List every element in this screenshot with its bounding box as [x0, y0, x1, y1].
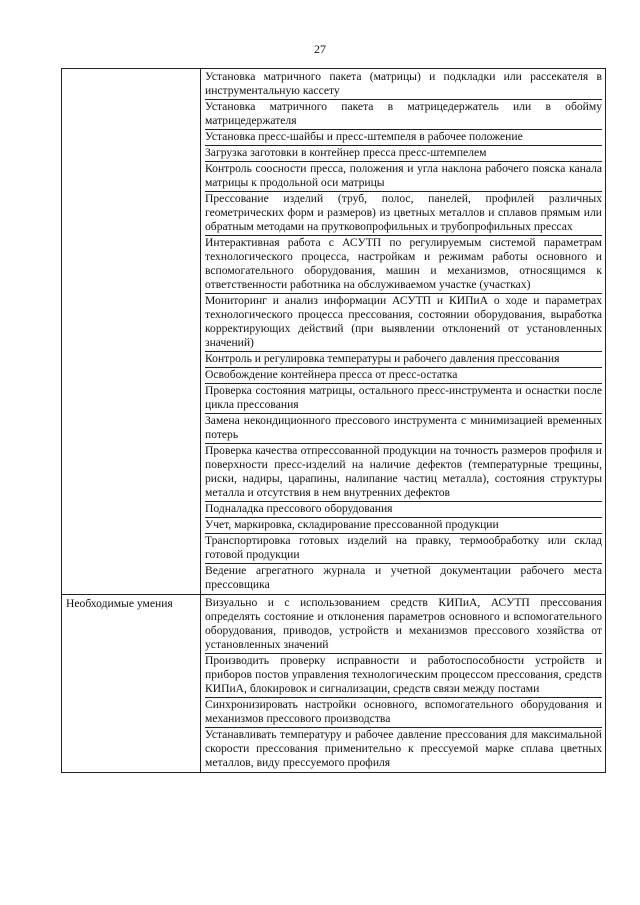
section-label-cell [62, 595, 201, 773]
list-item: Производить проверку исправности и работоспособности устройств и приборов постов управления технологическим процессом прессования, средств КИПиА, блокировок и сигнализации, средств связи между постами [205, 654, 602, 698]
table-body [62, 69, 606, 773]
functions-table [61, 68, 606, 773]
list-item: Загрузка заготовки в контейнер пресса пресс-штемпелем [205, 146, 602, 162]
list-item: Контроль соосности пресса, положения и угла наклона рабочего пояска канала матрицы к продольной оси матрицы [205, 162, 602, 192]
table-row [62, 595, 606, 773]
section-label [66, 70, 197, 71]
list-item: Проверка качества отпрессованной продукции на точность размеров профиля и поверхности пресс-изделий на наличие дефектов (температурные трещины, риски, надиры, царапины, налипание частиц металла), состояния структуры металла и отсутствия в нем внутренних дефектов [205, 444, 602, 502]
list-item: Проверка состояния матрицы, остального пресс-инструмента и оснастки после цикла прессования [205, 384, 602, 414]
list-item: Установка пресс-шайбы и пресс-штемпеля в рабочее положение [205, 130, 602, 146]
list-item: Установка матричного пакета (матрицы) и подкладки или рассекателя в инструментальную кассету [205, 70, 602, 100]
table-row [62, 69, 606, 595]
list-item: Замена некондиционного прессового инструмента с минимизацией временных потерь [205, 414, 602, 444]
page-number: 27 [314, 42, 326, 56]
list-item: Устанавливать температуру и рабочее давление прессования для максимальной скорости прессования применительно к прессуемой марке сплава цветных металлов, виду прессуемого профиля [205, 728, 602, 769]
list-item: Синхронизировать настройки основного, вспомогательного оборудования и механизмов прессового производства [205, 698, 602, 728]
list-item: Ведение агрегатного журнала и учетной документации рабочего места прессовщика [205, 564, 602, 591]
list-item: Подналадка прессового оборудования [205, 502, 602, 518]
list-item: Транспортировка готовых изделий на правку, термообработку или склад готовой продукции [205, 534, 602, 564]
section-label-cell [62, 69, 201, 595]
list-item: Контроль и регулировка температуры и рабочего давления прессования [205, 352, 602, 368]
list-item: Мониторинг и анализ информации АСУТП и КИПиА о ходе и параметрах технологического процесса прессования, состоянии оборудования, выработка корректирующих действий (при выявлении отклонений от установленных значений) [205, 294, 602, 352]
section-items-cell [201, 595, 606, 773]
list-item: Установка матричного пакета в матрицедержатель или в обойму матрицедержателя [205, 100, 602, 130]
list-item: Визуально и с использованием средств КИПиА, АСУТП прессования определять состояние и отклонения параметров основного и вспомогательного оборудования, приводов, устройств и механизмов прессового хозяйства от установленных значений [205, 596, 602, 654]
list-item: Учет, маркировка, складирование прессованной продукции [205, 518, 602, 534]
list-item: Интерактивная работа с АСУТП по регулируемым системой параметрам технологического процесса, настройкам и режимам работы основного и вспомогательного оборудования, машин и механизмов, относящимся к ответственности работника на обслуживаемом участке (участках) [205, 236, 602, 294]
list-item: Освобождение контейнера пресса от пресс-остатка [205, 368, 602, 384]
section-items-cell [201, 69, 606, 595]
section-label: Необходимые умения [66, 597, 173, 610]
list-item: Прессование изделий (труб, полос, панелей, профилей различных геометрических форм и размеров) из цветных металлов и сплавов прямым или обратным методами на прутковопрофильных и трубопрофильных прессах [205, 192, 602, 236]
